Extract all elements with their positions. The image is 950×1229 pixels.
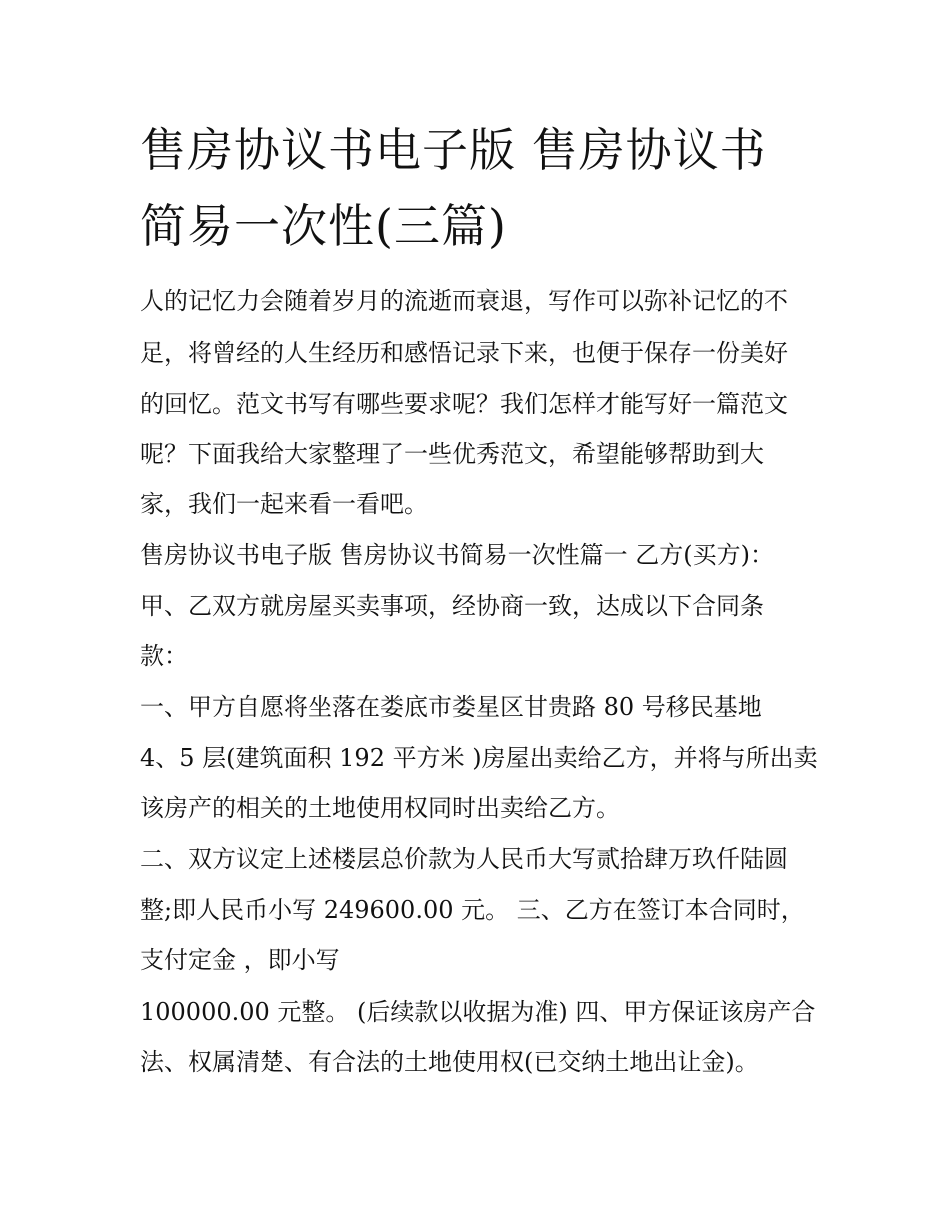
title-line-1: 售房协议书电子版 售房协议书 <box>140 123 767 177</box>
body-line: 售房协议书电子版 售房协议书简易一次性篇一 乙方(买方)： <box>140 541 774 569</box>
body-line: 的回忆。范文书写有哪些要求呢？我们怎样才能写好一篇范文 <box>140 390 788 418</box>
body-line: 该房产的相关的土地使用权同时出卖给乙方。 <box>140 794 620 822</box>
document-title <box>140 112 820 264</box>
body-line: 一、甲方自愿将坐落在娄底市娄星区甘贵路 80 号移民基地 <box>140 693 762 721</box>
body-line: 足，将曾经的人生经历和感悟记录下来，也便于保存一份美好 <box>140 339 788 367</box>
body-line: 款： <box>140 642 188 670</box>
body-line: 整;即人民币小写 249600.00 元。 三、乙方在签订本合同时， <box>140 896 805 924</box>
body-line: 4、5 层(建筑面积 192 平方米 )房屋出卖给乙方，并将与所出卖 <box>140 744 818 772</box>
body-line: 二、双方议定上述楼层总价款为人民币大写贰拾肆万玖仟陆圆 <box>140 845 788 873</box>
body-line: 人的记忆力会随着岁月的流逝而衰退，写作可以弥补记忆的不 <box>140 287 788 315</box>
body-line: 支付定金 ，即小写 <box>140 946 340 974</box>
title-line-2: 简易一次性(三篇) <box>140 199 507 253</box>
body-line: 100000.00 元整。 (后续款以收据为准) 四、甲方保证该房产合 <box>140 998 816 1026</box>
body-line: 法、权属清楚、有合法的土地使用权(已交纳土地出让金)。 <box>140 1048 759 1076</box>
body-line: 甲、乙双方就房屋买卖事项，经协商一致，达成以下合同条 <box>140 592 764 620</box>
body-line: 家，我们一起来看一看吧。 <box>140 490 428 518</box>
body-line: 呢？下面我给大家整理了一些优秀范文，希望能够帮助到大 <box>140 440 764 468</box>
